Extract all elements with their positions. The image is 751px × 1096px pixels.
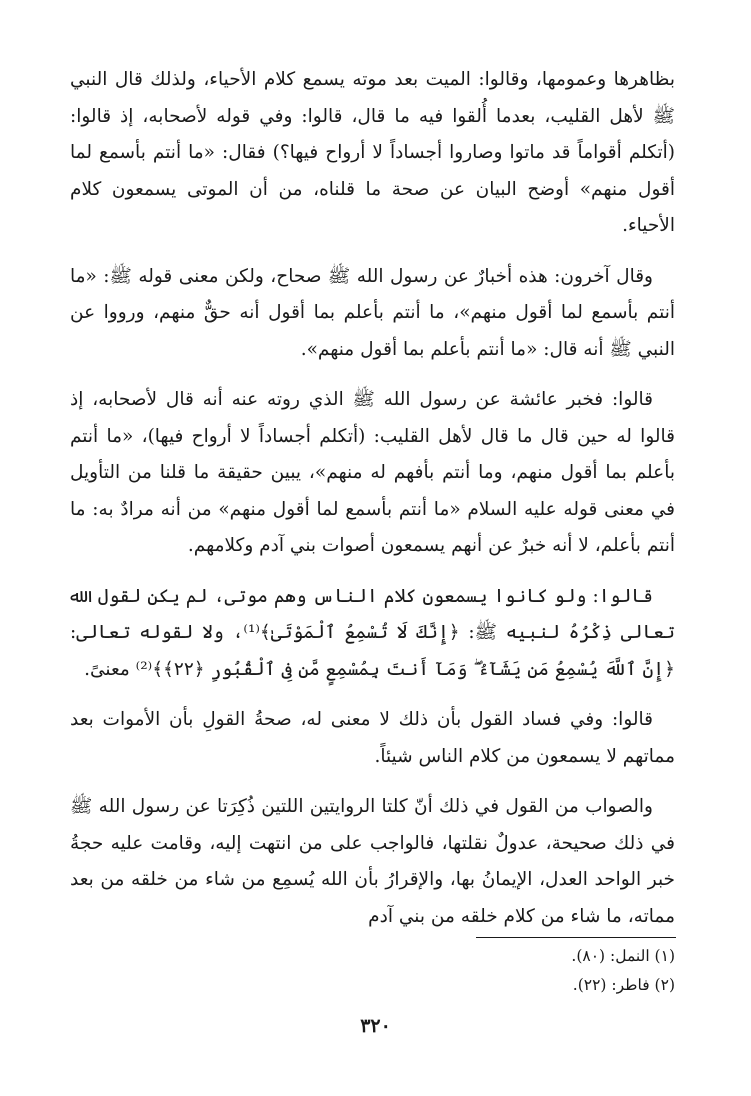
paragraph-3: قالوا: فخبر عائشة عن رسول الله ﷺ الذي روته عنه أنه قال لأصحابه، إذ قالوا له حين قال ما قال لأهل القليب: (أتكلم أجساداً لا أرواح فيها)، «ما أنتم بأعلم بما أقول منهم، وما أنتم بأفهم له منهم»، يبين حقيقة ما قلنا من التأويل في معنى قوله عليه السلام «ما أنتم بأسمع لما أقول منهم» من أنه مرادٌ به: ما أنتم بأعلم، لا أنه خبرٌ عن أنهم يسمعون أصوات بني آدم وكلامهم.	[70, 389, 675, 556]
paragraph-4: قالوا: ولو كانوا يسمعون كلام الناس وهم موتى، لم يكن لقول الله تعالى ذِكْرُهُ لنبيه ﷺ: ﴿إِنَّكَ لَا تُسْمِعُ ٱلْمَوْتَىٰ﴾⁽¹⁾، ولا لقوله تعالى: ﴿إِنَّ ٱللَّهَ يُسْمِعُ مَن يَشَآءُ ۖ وَمَآ أَنتَ بِمُسْمِعٍ مَّن فِى ٱلْقُبُورِ ﴿٢٢﴾﴾⁽²⁾ معنىً.	[70, 585, 675, 680]
footnote-2: (٢) فاطر: (٢٢).	[572, 976, 675, 994]
page-body	[70, 62, 675, 949]
paragraph-6: والصواب من القول في ذلك أنّ كلتا الروايتين اللتين ذُكِرَتا عن رسول الله ﷺ في ذلك صحيحة، عدولٌ نقلتها، فالواجب على من انتهت إليه، وقامت عليه حجةُ خبر الواحد العدل، الإيمانُ بها، والإقرارُ بأن الله يُسمِع من شاء من خلقه من بعد مماته، ما شاء من كلام خلقه من بني آدم	[70, 796, 675, 927]
paragraph-2: وقال آخرون: هذه أخبارٌ عن رسول الله ﷺ صحاح، ولكن معنى قوله ﷺ: «ما أنتم بأسمع لما أقول منهم»، ما أنتم بأعلم بما أقول أنه حقٌّ منهم، ورووا عن النبي ﷺ أنه قال: «ما أنتم بأعلم بما أقول منهم».	[70, 265, 675, 360]
page-number: ٣٢٠	[360, 1015, 391, 1037]
paragraph-1: بظاهرها وعمومها، وقالوا: الميت بعد موته يسمع كلام الأحياء، ولذلك قال النبي ﷺ لأهل القليب، بعدما أُلقوا فيه ما قال، قالوا: وفي قوله لأصحابه، إذ قالوا: (أتكلم أقواماً قد ماتوا وصاروا أجساداً لا أرواح فيها؟) فقال: «ما أنتم بأسمع لما أقول منهم» أوضح البيان عن صحة ما قلناه، من أن الموتى يسمعون كلام الأحياء.	[70, 69, 675, 236]
footnotes	[70, 942, 675, 1000]
footnote-divider	[476, 937, 676, 938]
paragraph-5: قالوا: وفي فساد القول بأن ذلك لا معنى له، صحةُ القولِ بأن الأموات بعد مماتهم لا يسمعون من كلام الناس شيئاً.	[70, 709, 675, 767]
footnote-1: (١) النمل: (٨٠).	[571, 947, 675, 965]
